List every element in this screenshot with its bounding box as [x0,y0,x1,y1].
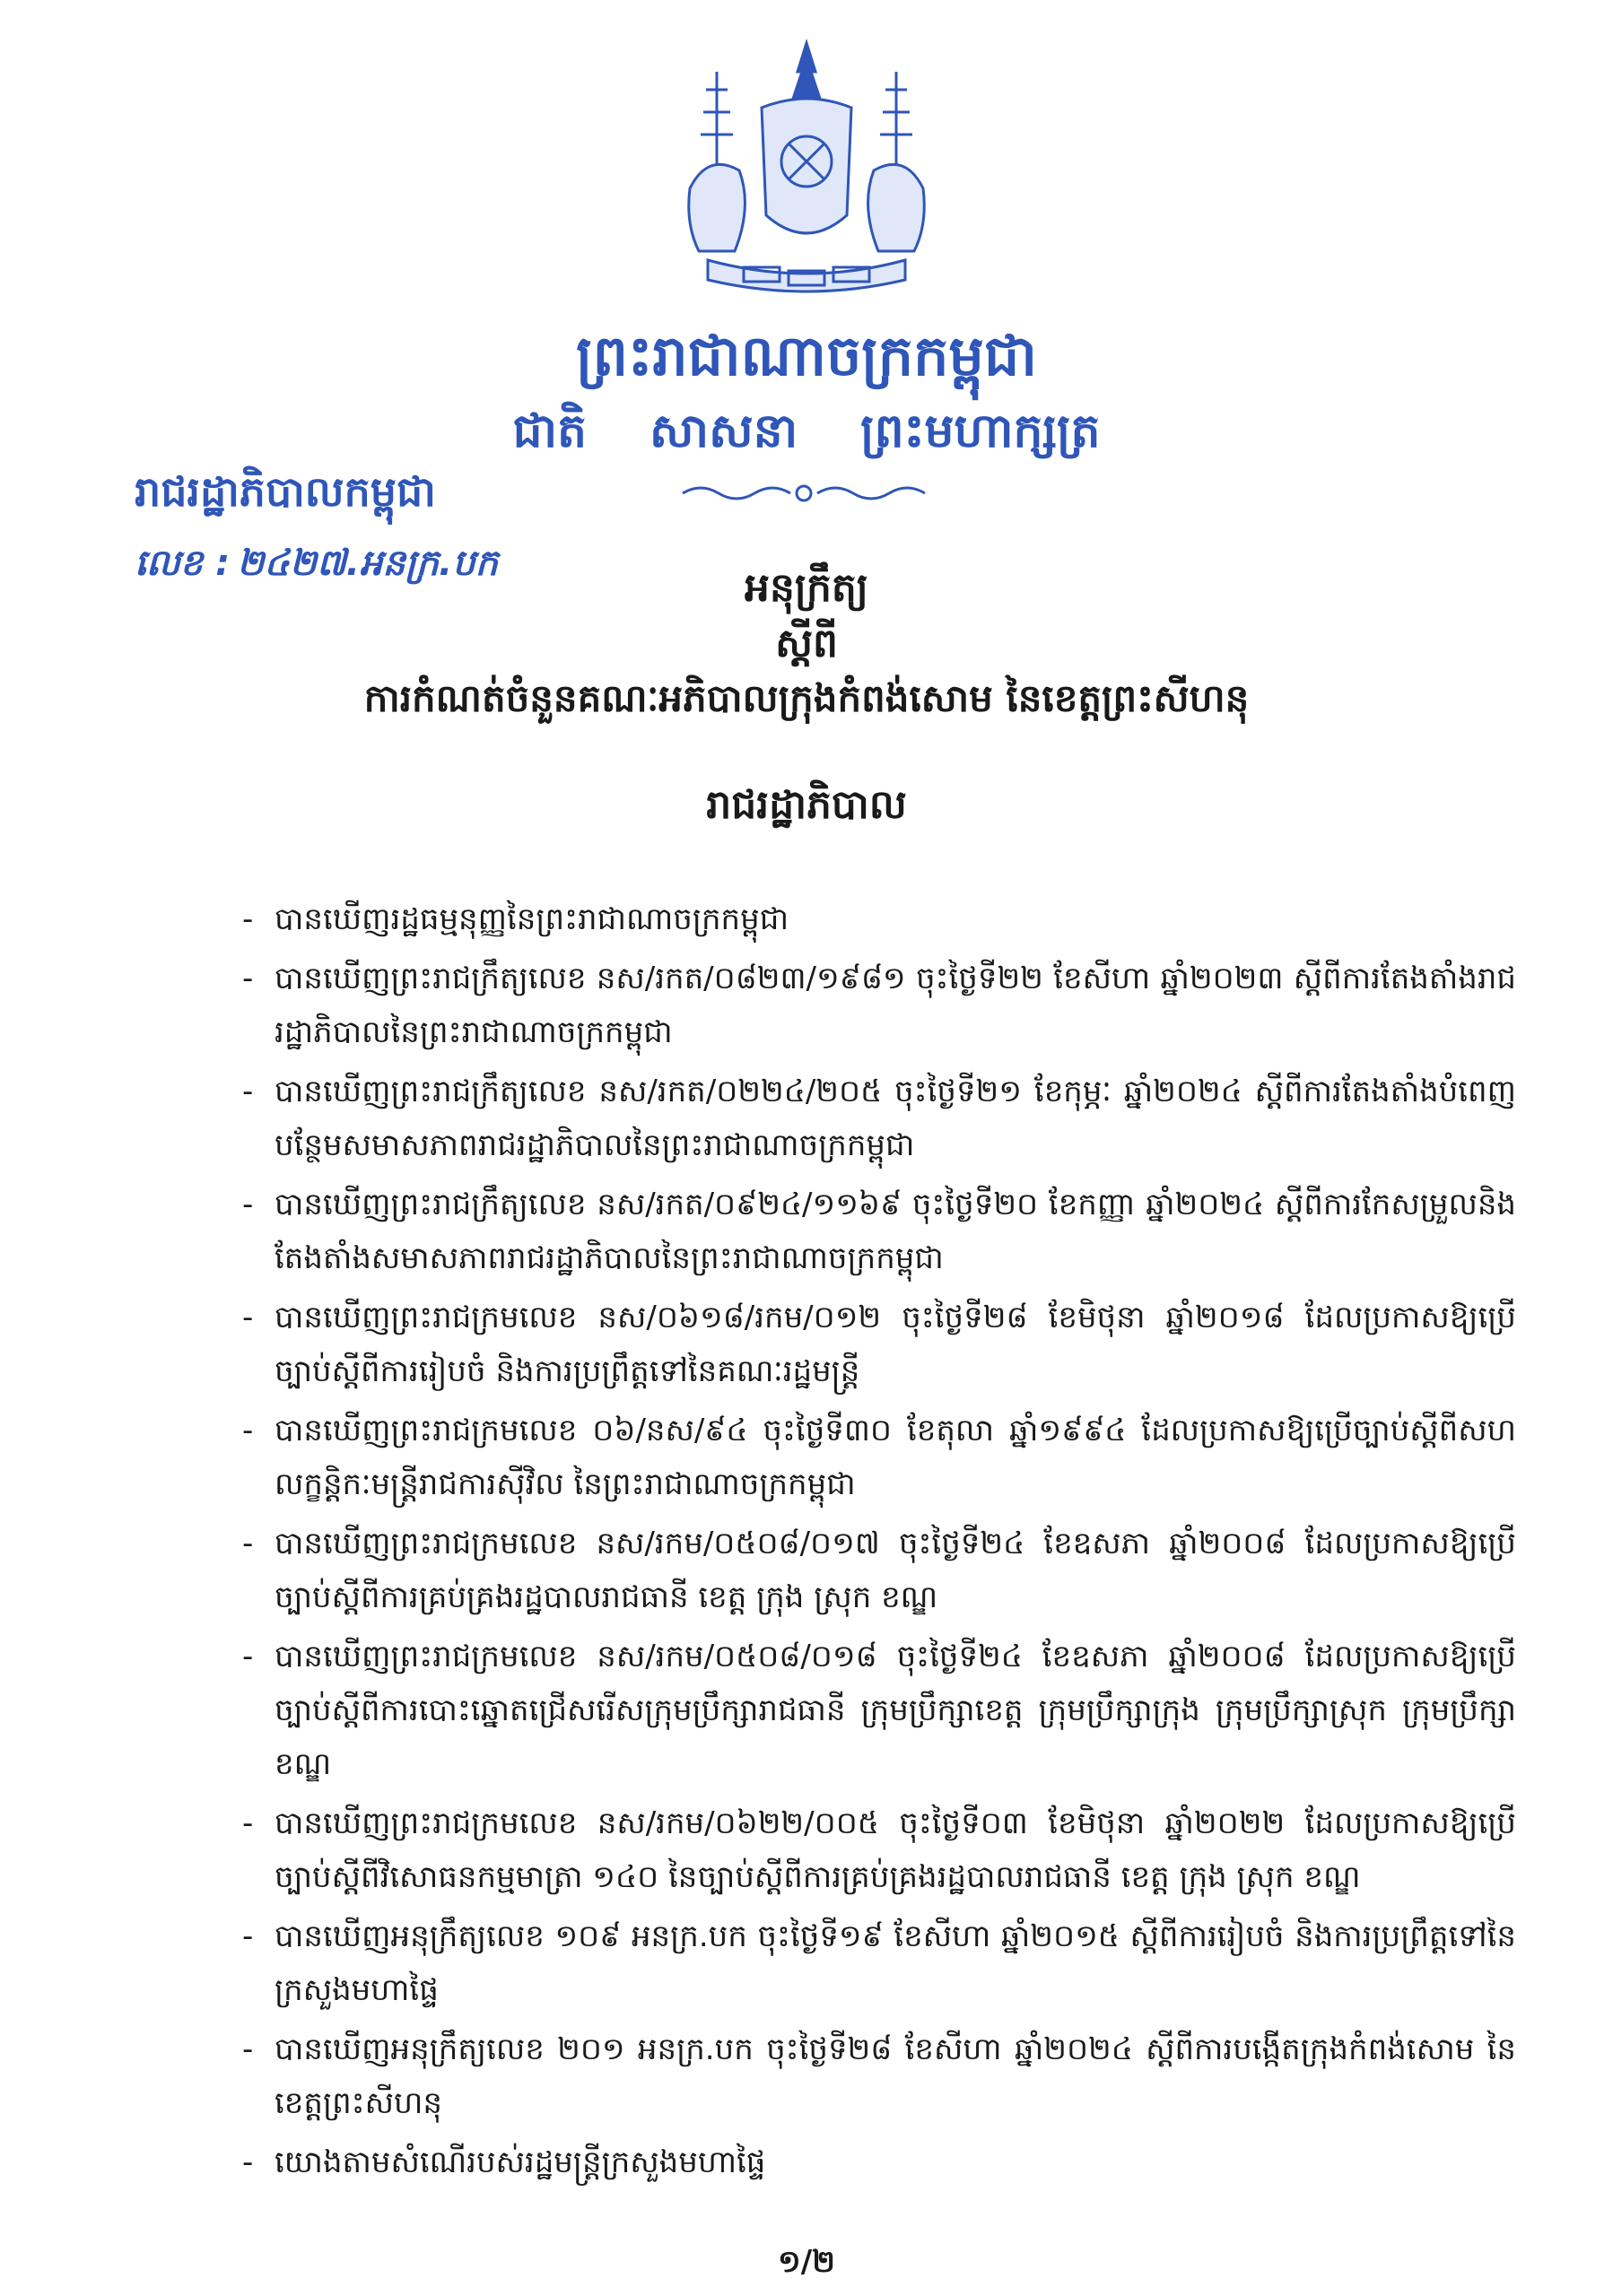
motto-religion: សាសនា [650,404,798,458]
royal-coat-of-arms-emblem [654,36,959,305]
clause-item: - បានឃើញព្រះរាជក្រមលេខ ០៦/នស/៩៤ ចុះថ្ងៃទី៣០ ខែតុលា ឆ្នាំ១៩៩៤ ដែលប្រកាសឱ្យប្រើច្បាប់ស្តីពីសហលក្ខន្តិកៈមន្ត្រីរាជការស៊ីវិល នៃព្រះរាជាណាចក្រកម្ពុជា [242,1413,1516,1502]
preamble-clauses [242,892,1516,2195]
divider-ornament [678,480,929,507]
clause-item: - បានឃើញអនុក្រឹត្យលេខ ២០១ អនក្រ.បក ចុះថ្ងៃទី២៨ ខែសីហា ឆ្នាំ២០២៤ ស្តីពីការបង្កើតក្រុងកំពង់សោម នៃខេត្តព្រះសីហនុ [242,2031,1516,2121]
clause-item: - បានឃើញព្រះរាជក្រមលេខ នស/រកម/០៥០៨/០១៧ ចុះថ្ងៃទី២៤ ខែឧសភា ឆ្នាំ២០០៨ ដែលប្រកាសឱ្យប្រើច្បាប់ស្តីពីការគ្រប់គ្រងរដ្ឋបាលរាជធានី ខេត្ត ក្រុង ស្រុក ខណ្ឌ [242,1526,1516,1615]
kingdom-name: ព្រះរាជាណាចក្រកម្ពុជា [576,323,1037,388]
government-name: រាជរដ្ឋាភិបាលកម្ពុជា [135,467,436,516]
clause-item: - បានឃើញព្រះរាជក្រមលេខ នស/រកម/០៥០៨/០១៨ ចុះថ្ងៃទី២៤ ខែឧសភា ឆ្នាំ២០០៨ ដែលប្រកាសឱ្យប្រើច្បាប់ស្តីពីការបោះឆ្នោតជ្រើសរើសក្រុមប្រឹក្សារាជធានី ក្រុមប្រឹក្សាខេត្ត ក្រុមប្រឹក្សាក្រុង ក្រុមប្រឹក្សាស្រុក ក្រុមប្រឹក្សាខណ្ឌ [242,1639,1516,1782]
clause-item: - បានឃើញព្រះរាជក្រឹត្យលេខ នស/រកត/០៩២៤/១១៦៩ ចុះថ្ងៃទី២០ ខែកញ្ញា ឆ្នាំ២០២៤ ស្តីពីការកែសម្រួលនិងតែងតាំងសមាសភាពរាជរដ្ឋាភិបាលនៃព្រះរាជាណាចក្រកម្ពុជា [242,1187,1516,1276]
page-number: ១/២ [778,2244,835,2280]
national-motto [0,402,1613,470]
document-number-label: លេខ : [135,543,231,584]
decree-subject: ការកំណត់ចំនួនគណៈអភិបាលក្រុងកំពង់សោម នៃខេត្តព្រះសីហនុ [363,676,1250,720]
clause-item: - បានឃើញព្រះរាជក្រមលេខ នស/០៦១៨/រកម/០១២ ចុះថ្ងៃទី២៨ ខែមិថុនា ឆ្នាំ២០១៨ ដែលប្រកាសឱ្យប្រើច្បាប់ស្តីពីការរៀបចំ និងការប្រព្រឹត្តទៅនៃគណៈរដ្ឋមន្ត្រី [242,1300,1516,1389]
document-number-value: ២៤២៧.អនក្រ.បក [237,543,499,584]
clause-item: - បានឃើញអនុក្រឹត្យលេខ ១០៩ អនក្រ.បក ចុះថ្ងៃទី១៩ ខែសីហា ឆ្នាំ២០១៥ ស្តីពីការរៀបចំ និងការប្រព្រឹត្តទៅនៃក្រសួងមហាផ្ទៃ [242,1918,1516,2008]
regarding-label: ស្តីពី [775,621,838,666]
clause-item: - បានឃើញព្រះរាជក្រឹត្យលេខ នស/រកត/០៨២៣/១៩៨១ ចុះថ្ងៃទី២២ ខែសីហា ឆ្នាំ២០២៣ ស្តីពីការតែងតាំងរាជរដ្ឋាភិបាលនៃព្រះរាជាណាចក្រកម្ពុជា [242,961,1516,1050]
clause-item: - បានឃើញព្រះរាជក្រមលេខ នស/រកម/០៦២២/០០៥ ចុះថ្ងៃទី០៣ ខែមិថុនា ឆ្នាំ២០២២ ដែលប្រកាសឱ្យប្រើច្បាប់ស្តីពីវិសោធនកម្មមាត្រា ១៤០ នៃច្បាប់ស្តីពីការគ្រប់គ្រងរដ្ឋបាលរាជធានី ខេត្ត ក្រុង ស្រុក ខណ្ឌ [242,1805,1516,1895]
clause-item: - បានឃើញព្រះរាជក្រឹត្យលេខ នស/រកត/០២២៤/២០៥ ចុះថ្ងៃទី២១ ខែកុម្ភៈ ឆ្នាំ២០២៤ ស្តីពីការតែងតាំងបំពេញបន្ថែមសមាសភាពរាជរដ្ឋាភិបាលនៃព្រះរាជាណាចក្រកម្ពុជា [242,1074,1516,1163]
motto-king: ព្រះមហាក្សត្រ [860,404,1101,458]
motto-nation: ជាតិ [512,404,588,458]
clause-item: - យោងតាមសំណើរបស់រដ្ឋមន្ត្រីក្រសួងមហាផ្ទៃ [242,2144,766,2180]
document-type: អនុក្រឹត្យ [745,565,868,611]
issuing-authority: រាជរដ្ឋាភិបាល [706,782,907,828]
clause-item: - បានឃើញរដ្ឋធម្មនុញ្ញនៃព្រះរាជាណាចក្រកម្ពុជា [242,901,789,937]
